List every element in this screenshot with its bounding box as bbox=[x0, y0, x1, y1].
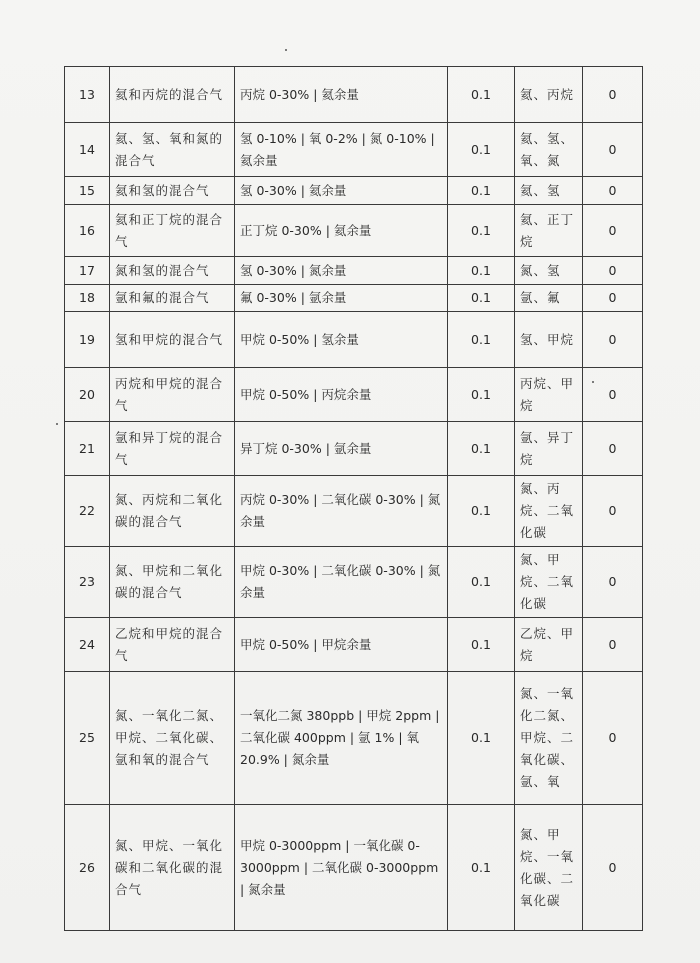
table-row bbox=[65, 805, 643, 931]
flag-value-cell: 0 bbox=[583, 672, 643, 805]
row-number-cell: 18 bbox=[65, 285, 110, 312]
components-cell: 氢、甲烷 bbox=[515, 312, 583, 368]
gas-name-cell: 乙烷和甲烷的混合气 bbox=[110, 618, 235, 672]
table-row bbox=[65, 257, 643, 285]
composition-cell: 甲烷 0-50% | 丙烷余量 bbox=[235, 368, 448, 422]
components-cell: 丙烷、甲烷 bbox=[515, 368, 583, 422]
table-row bbox=[65, 312, 643, 368]
uncertainty-cell: 0.1 bbox=[448, 476, 515, 547]
uncertainty-cell: 0.1 bbox=[448, 257, 515, 285]
composition-cell: 氢 0-10% | 氧 0-2% | 氮 0-10% | 氦余量 bbox=[235, 123, 448, 177]
table-row bbox=[65, 547, 643, 618]
components-cell: 氦、氢、氧、氮 bbox=[515, 123, 583, 177]
flag-value-cell: 0 bbox=[583, 205, 643, 257]
components-cell: 氦、丙烷 bbox=[515, 67, 583, 123]
uncertainty-cell: 0.1 bbox=[448, 205, 515, 257]
row-number-cell: 25 bbox=[65, 672, 110, 805]
gas-name-cell: 氩和氟的混合气 bbox=[110, 285, 235, 312]
composition-cell: 正丁烷 0-30% | 氦余量 bbox=[235, 205, 448, 257]
table-row bbox=[65, 368, 643, 422]
table-row bbox=[65, 672, 643, 805]
components-cell: 氮、氢 bbox=[515, 257, 583, 285]
row-number-cell: 24 bbox=[65, 618, 110, 672]
flag-value-cell: 0 bbox=[583, 618, 643, 672]
gas-name-cell: 氦和氢的混合气 bbox=[110, 177, 235, 205]
row-number-cell: 21 bbox=[65, 422, 110, 476]
flag-value-cell: 0 bbox=[583, 476, 643, 547]
row-number-cell: 19 bbox=[65, 312, 110, 368]
gas-name-cell: 氮、丙烷和二氧化碳的混合气 bbox=[110, 476, 235, 547]
components-cell: 氮、甲烷、一氧化碳、二氧化碳 bbox=[515, 805, 583, 931]
flag-value-cell: 0 bbox=[583, 123, 643, 177]
composition-cell: 丙烷 0-30% | 二氧化碳 0-30% | 氮余量 bbox=[235, 476, 448, 547]
gas-mixture-table bbox=[64, 66, 643, 931]
components-cell: 氩、异丁烷 bbox=[515, 422, 583, 476]
row-number-cell: 23 bbox=[65, 547, 110, 618]
gas-name-cell: 氮、一氧化二氮、甲烷、二氧化碳、氩和氧的混合气 bbox=[110, 672, 235, 805]
table-row bbox=[65, 123, 643, 177]
gas-name-cell: 氦和丙烷的混合气 bbox=[110, 67, 235, 123]
components-cell: 氮、一氧化二氮、甲烷、二氧化碳、氩、氧 bbox=[515, 672, 583, 805]
flag-value-cell: 0 bbox=[583, 805, 643, 931]
row-number-cell: 17 bbox=[65, 257, 110, 285]
components-cell: 氮、甲烷、二氧化碳 bbox=[515, 547, 583, 618]
table-row bbox=[65, 67, 643, 123]
gas-name-cell: 氦、氢、氧和氮的混合气 bbox=[110, 123, 235, 177]
components-cell: 氮、丙烷、二氧化碳 bbox=[515, 476, 583, 547]
uncertainty-cell: 0.1 bbox=[448, 368, 515, 422]
table-body bbox=[65, 67, 643, 931]
components-cell: 氦、正丁烷 bbox=[515, 205, 583, 257]
composition-cell: 甲烷 0-50% | 氢余量 bbox=[235, 312, 448, 368]
table-row bbox=[65, 205, 643, 257]
composition-cell: 甲烷 0-50% | 甲烷余量 bbox=[235, 618, 448, 672]
gas-name-cell: 氮、甲烷和二氧化碳的混合气 bbox=[110, 547, 235, 618]
composition-cell: 氟 0-30% | 氩余量 bbox=[235, 285, 448, 312]
scan-speck bbox=[56, 423, 58, 425]
uncertainty-cell: 0.1 bbox=[448, 312, 515, 368]
gas-name-cell: 氮、甲烷、一氧化碳和二氧化碳的混合气 bbox=[110, 805, 235, 931]
uncertainty-cell: 0.1 bbox=[448, 285, 515, 312]
scan-speck bbox=[285, 49, 287, 51]
flag-value-cell: 0 bbox=[583, 547, 643, 618]
flag-value-cell: 0 bbox=[583, 368, 643, 422]
gas-name-cell: 丙烷和甲烷的混合气 bbox=[110, 368, 235, 422]
row-number-cell: 15 bbox=[65, 177, 110, 205]
table-row bbox=[65, 618, 643, 672]
row-number-cell: 14 bbox=[65, 123, 110, 177]
uncertainty-cell: 0.1 bbox=[448, 422, 515, 476]
row-number-cell: 16 bbox=[65, 205, 110, 257]
flag-value-cell: 0 bbox=[583, 312, 643, 368]
row-number-cell: 20 bbox=[65, 368, 110, 422]
table-row bbox=[65, 422, 643, 476]
uncertainty-cell: 0.1 bbox=[448, 805, 515, 931]
gas-name-cell: 氦和正丁烷的混合气 bbox=[110, 205, 235, 257]
flag-value-cell: 0 bbox=[583, 257, 643, 285]
gas-name-cell: 氮和氢的混合气 bbox=[110, 257, 235, 285]
row-number-cell: 13 bbox=[65, 67, 110, 123]
table-row bbox=[65, 177, 643, 205]
uncertainty-cell: 0.1 bbox=[448, 123, 515, 177]
uncertainty-cell: 0.1 bbox=[448, 672, 515, 805]
components-cell: 氩、氟 bbox=[515, 285, 583, 312]
flag-value-cell: 0 bbox=[583, 422, 643, 476]
flag-value-cell: 0 bbox=[583, 177, 643, 205]
uncertainty-cell: 0.1 bbox=[448, 177, 515, 205]
components-cell: 乙烷、甲烷 bbox=[515, 618, 583, 672]
flag-value-cell: 0 bbox=[583, 285, 643, 312]
uncertainty-cell: 0.1 bbox=[448, 547, 515, 618]
composition-cell: 一氧化二氮 380ppb | 甲烷 2ppm | 二氧化碳 400ppm | 氩 1% | 氧 20.9% | 氮余量 bbox=[235, 672, 448, 805]
uncertainty-cell: 0.1 bbox=[448, 67, 515, 123]
flag-value-cell: 0 bbox=[583, 67, 643, 123]
table-row bbox=[65, 476, 643, 547]
composition-cell: 氢 0-30% | 氦余量 bbox=[235, 177, 448, 205]
row-number-cell: 22 bbox=[65, 476, 110, 547]
table-row bbox=[65, 285, 643, 312]
composition-cell: 异丁烷 0-30% | 氩余量 bbox=[235, 422, 448, 476]
uncertainty-cell: 0.1 bbox=[448, 618, 515, 672]
row-number-cell: 26 bbox=[65, 805, 110, 931]
components-cell: 氦、氢 bbox=[515, 177, 583, 205]
composition-cell: 甲烷 0-3000ppm | 一氧化碳 0-3000ppm | 二氧化碳 0-3000ppm | 氮余量 bbox=[235, 805, 448, 931]
composition-cell: 丙烷 0-30% | 氦余量 bbox=[235, 67, 448, 123]
gas-name-cell: 氩和异丁烷的混合气 bbox=[110, 422, 235, 476]
composition-cell: 氢 0-30% | 氮余量 bbox=[235, 257, 448, 285]
gas-name-cell: 氢和甲烷的混合气 bbox=[110, 312, 235, 368]
composition-cell: 甲烷 0-30% | 二氧化碳 0-30% | 氮余量 bbox=[235, 547, 448, 618]
